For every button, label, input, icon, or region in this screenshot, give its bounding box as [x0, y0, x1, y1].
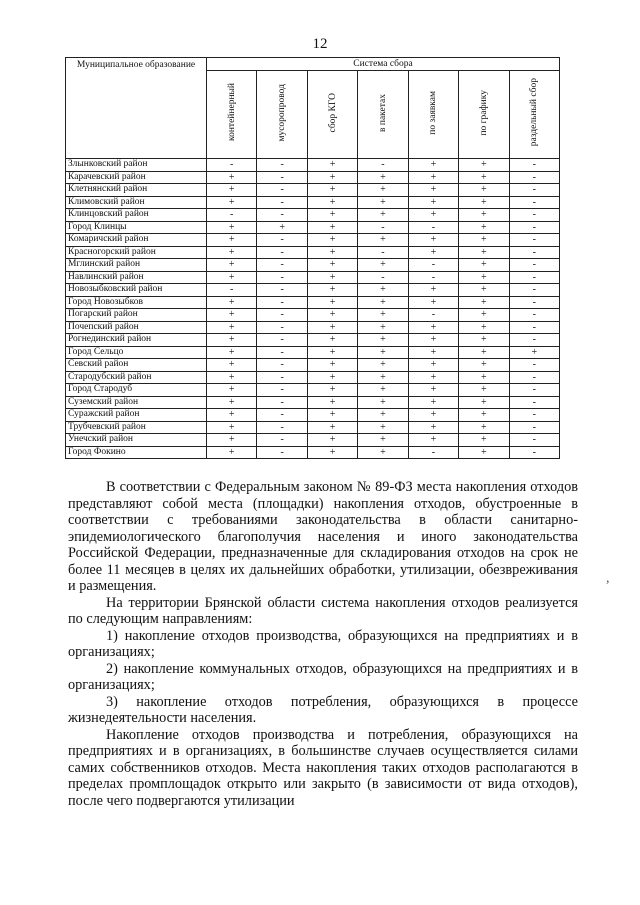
- column-header-separate: раздельный сбор: [509, 71, 559, 159]
- system-header: Система сбора: [207, 58, 560, 71]
- collection-mark: -: [509, 296, 559, 309]
- municipality-name: Трубчевский район: [66, 421, 207, 434]
- collection-mark: +: [358, 409, 408, 422]
- collection-mark: +: [408, 184, 458, 197]
- column-header-on-request: по заявкам: [408, 71, 458, 159]
- collection-mark: +: [408, 284, 458, 297]
- collection-mark: +: [207, 196, 257, 209]
- collection-mark: -: [358, 246, 408, 259]
- collection-mark: +: [207, 234, 257, 247]
- collection-mark: -: [509, 184, 559, 197]
- municipality-name: Красногорский район: [66, 246, 207, 259]
- table-row: [66, 359, 560, 372]
- collection-mark: -: [257, 184, 307, 197]
- waste-collection-table: [65, 57, 560, 459]
- table-row: [66, 209, 560, 222]
- collection-mark: +: [459, 346, 509, 359]
- collection-mark: -: [408, 271, 458, 284]
- page-number: 12: [312, 36, 328, 52]
- municipality-name: Погарский район: [66, 309, 207, 322]
- collection-mark: -: [257, 309, 307, 322]
- table-row: [66, 259, 560, 272]
- collection-mark: +: [358, 309, 408, 322]
- collection-mark: -: [257, 271, 307, 284]
- collection-mark: +: [408, 421, 458, 434]
- collection-mark: +: [307, 221, 357, 234]
- table-row: [66, 234, 560, 247]
- collection-mark: +: [358, 184, 408, 197]
- collection-mark: +: [358, 284, 408, 297]
- collection-mark: -: [509, 284, 559, 297]
- collection-mark: +: [307, 371, 357, 384]
- collection-mark: +: [408, 159, 458, 172]
- municipality-name: Климовский район: [66, 196, 207, 209]
- collection-mark: -: [257, 159, 307, 172]
- collection-mark: +: [459, 321, 509, 334]
- table-row: [66, 434, 560, 447]
- margin-mark: ,: [606, 571, 610, 586]
- list-item-communal-waste: 2) накопление коммунальных отходов, образующихся на предприятиях и в организациях;: [68, 660, 578, 693]
- municipality-name: Мглинский район: [66, 259, 207, 272]
- table-row: [66, 196, 560, 209]
- body-text: [68, 479, 578, 809]
- table-body: [66, 159, 560, 459]
- collection-mark: -: [509, 421, 559, 434]
- collection-mark: -: [509, 271, 559, 284]
- collection-mark: +: [207, 334, 257, 347]
- collection-mark: +: [207, 434, 257, 447]
- collection-mark: +: [358, 196, 408, 209]
- collection-mark: -: [509, 209, 559, 222]
- collection-mark: +: [207, 171, 257, 184]
- column-header-scheduled: по графику: [459, 71, 509, 159]
- collection-mark: -: [257, 284, 307, 297]
- column-header-chute: мусоропровод: [257, 71, 307, 159]
- collection-mark: +: [307, 434, 357, 447]
- municipality-name: Почепский район: [66, 321, 207, 334]
- collection-mark: +: [408, 434, 458, 447]
- collection-mark: +: [459, 284, 509, 297]
- collection-mark: -: [257, 196, 307, 209]
- collection-mark: -: [509, 371, 559, 384]
- collection-mark: -: [509, 259, 559, 272]
- collection-mark: +: [307, 334, 357, 347]
- collection-mark: -: [408, 309, 458, 322]
- collection-mark: +: [307, 234, 357, 247]
- table-row: [66, 409, 560, 422]
- table-row: [66, 171, 560, 184]
- collection-mark: -: [257, 371, 307, 384]
- collection-mark: -: [257, 446, 307, 459]
- collection-mark: +: [358, 321, 408, 334]
- collection-mark: -: [257, 171, 307, 184]
- municipality-name: Город Фокино: [66, 446, 207, 459]
- collection-mark: +: [207, 184, 257, 197]
- collection-mark: -: [257, 209, 307, 222]
- collection-mark: -: [509, 321, 559, 334]
- table-row: [66, 159, 560, 172]
- collection-mark: -: [509, 434, 559, 447]
- collection-mark: +: [207, 371, 257, 384]
- municipality-name: Суражский район: [66, 409, 207, 422]
- collection-mark: +: [509, 346, 559, 359]
- collection-mark: +: [307, 271, 357, 284]
- list-item-consumer-waste: 3) накопление отходов потребления, образующихся в процессе жизнедеятельности населения.: [68, 693, 578, 726]
- collection-mark: -: [257, 384, 307, 397]
- collection-mark: +: [459, 271, 509, 284]
- collection-mark: -: [257, 259, 307, 272]
- collection-mark: +: [307, 159, 357, 172]
- table-row: [66, 446, 560, 459]
- municipality-name: Город Сельцо: [66, 346, 207, 359]
- collection-mark: -: [207, 159, 257, 172]
- collection-mark: +: [358, 296, 408, 309]
- collection-mark: -: [509, 196, 559, 209]
- collection-mark: -: [509, 359, 559, 372]
- collection-mark: +: [358, 371, 408, 384]
- collection-mark: +: [358, 259, 408, 272]
- collection-mark: -: [509, 409, 559, 422]
- collection-mark: -: [257, 321, 307, 334]
- collection-mark: +: [207, 421, 257, 434]
- collection-mark: +: [408, 409, 458, 422]
- collection-mark: +: [358, 334, 408, 347]
- collection-mark: -: [509, 234, 559, 247]
- collection-mark: +: [307, 359, 357, 372]
- collection-mark: -: [509, 334, 559, 347]
- municipality-name: Суземский район: [66, 396, 207, 409]
- collection-mark: -: [509, 384, 559, 397]
- collection-mark: +: [408, 171, 458, 184]
- collection-mark: +: [207, 259, 257, 272]
- collection-mark: -: [207, 284, 257, 297]
- collection-mark: +: [408, 334, 458, 347]
- collection-mark: +: [408, 296, 458, 309]
- collection-mark: +: [207, 409, 257, 422]
- municipality-name: Стародубский район: [66, 371, 207, 384]
- collection-mark: -: [408, 221, 458, 234]
- collection-mark: +: [307, 421, 357, 434]
- collection-mark: -: [509, 221, 559, 234]
- municipality-name: Рогнединский район: [66, 334, 207, 347]
- collection-mark: +: [459, 209, 509, 222]
- column-header-bulky: сбор КГО: [307, 71, 357, 159]
- collection-mark: +: [408, 234, 458, 247]
- collection-mark: +: [408, 346, 458, 359]
- collection-mark: -: [408, 446, 458, 459]
- municipality-header: Муниципальное образование: [66, 58, 207, 159]
- collection-mark: +: [307, 321, 357, 334]
- collection-mark: +: [358, 434, 408, 447]
- municipality-name: Клетнянский район: [66, 184, 207, 197]
- collection-mark: +: [257, 221, 307, 234]
- collection-mark: +: [358, 421, 408, 434]
- collection-mark: +: [207, 384, 257, 397]
- collection-mark: +: [207, 271, 257, 284]
- collection-mark: +: [307, 309, 357, 322]
- collection-mark: +: [459, 184, 509, 197]
- collection-mark: +: [358, 446, 408, 459]
- collection-mark: -: [257, 246, 307, 259]
- collection-mark: +: [408, 246, 458, 259]
- collection-mark: +: [408, 196, 458, 209]
- table-row: [66, 371, 560, 384]
- collection-mark: -: [257, 396, 307, 409]
- collection-mark: -: [509, 159, 559, 172]
- municipality-name: Злынковский район: [66, 159, 207, 172]
- collection-mark: +: [207, 221, 257, 234]
- table-row: [66, 184, 560, 197]
- collection-mark: +: [307, 171, 357, 184]
- municipality-name: Новозыбковский район: [66, 284, 207, 297]
- collection-mark: -: [257, 334, 307, 347]
- municipality-name: Город Клинцы: [66, 221, 207, 234]
- collection-mark: -: [358, 271, 408, 284]
- collection-mark: -: [257, 296, 307, 309]
- collection-mark: -: [509, 446, 559, 459]
- collection-mark: +: [408, 209, 458, 222]
- collection-mark: +: [459, 371, 509, 384]
- collection-mark: +: [207, 309, 257, 322]
- collection-mark: +: [207, 246, 257, 259]
- collection-mark: +: [358, 209, 408, 222]
- collection-mark: +: [459, 446, 509, 459]
- collection-mark: -: [257, 346, 307, 359]
- collection-mark: -: [358, 159, 408, 172]
- municipality-name: Карачевский район: [66, 171, 207, 184]
- table-row: [66, 309, 560, 322]
- collection-mark: +: [459, 434, 509, 447]
- collection-mark: +: [358, 359, 408, 372]
- table-row: [66, 346, 560, 359]
- collection-mark: +: [459, 359, 509, 372]
- collection-mark: -: [509, 396, 559, 409]
- collection-mark: +: [307, 209, 357, 222]
- collection-mark: +: [459, 259, 509, 272]
- collection-mark: +: [207, 296, 257, 309]
- table-row: [66, 321, 560, 334]
- column-header-container: контейнерный: [207, 71, 257, 159]
- municipality-name: Город Новозыбков: [66, 296, 207, 309]
- collection-mark: +: [358, 396, 408, 409]
- table-row: [66, 284, 560, 297]
- table-row: [66, 246, 560, 259]
- collection-mark: +: [207, 446, 257, 459]
- collection-mark: +: [459, 296, 509, 309]
- collection-mark: +: [307, 259, 357, 272]
- collection-mark: +: [358, 384, 408, 397]
- collection-mark: +: [408, 359, 458, 372]
- collection-mark: +: [459, 421, 509, 434]
- collection-mark: +: [408, 371, 458, 384]
- collection-mark: -: [509, 309, 559, 322]
- collection-mark: -: [257, 234, 307, 247]
- municipality-name: Город Стародуб: [66, 384, 207, 397]
- collection-mark: +: [307, 346, 357, 359]
- collection-mark: +: [459, 159, 509, 172]
- collection-mark: +: [408, 384, 458, 397]
- collection-mark: +: [207, 359, 257, 372]
- collection-mark: +: [307, 384, 357, 397]
- municipality-name: Севский район: [66, 359, 207, 372]
- collection-mark: +: [358, 171, 408, 184]
- collection-mark: -: [207, 209, 257, 222]
- table-row: [66, 384, 560, 397]
- collection-mark: +: [459, 246, 509, 259]
- collection-mark: +: [358, 234, 408, 247]
- collection-mark: +: [307, 196, 357, 209]
- paragraph-directions-intro: На территории Брянской области система накопления отходов реализуется по следующим направлениям:: [68, 594, 578, 627]
- table-row: [66, 221, 560, 234]
- table-row: [66, 334, 560, 347]
- collection-mark: +: [207, 346, 257, 359]
- paragraph-accumulation: Накопление отходов производства и потребления, образующихся на предприятиях и в организациях, в большинстве случаев осуществляется силами самих собственников отходов. Места накопления таких отходов располагаются в пределах промплощадок открыто или закрыто (в зависимости от вида отходов), после чего подвергаются утилизации: [68, 726, 578, 809]
- collection-mark: +: [459, 334, 509, 347]
- collection-mark: +: [307, 296, 357, 309]
- collection-mark: +: [207, 396, 257, 409]
- table-row: [66, 296, 560, 309]
- collection-mark: +: [307, 409, 357, 422]
- collection-mark: +: [307, 396, 357, 409]
- municipality-name: Унечский район: [66, 434, 207, 447]
- collection-mark: +: [307, 184, 357, 197]
- collection-mark: -: [257, 409, 307, 422]
- collection-mark: -: [257, 359, 307, 372]
- table-row: [66, 421, 560, 434]
- paragraph-legal-definition: В соответствии с Федеральным законом № 89-ФЗ места накопления отходов представляют собой места (площадки) накопления отходов, обустроенные в соответствии с требованиями законодательства в области санитарно-эпидемиологического благополучия населения и иного законодательства Российской Федерации, предназначенные для складирования отходов на срок не более 11 месяцев в целях их дальнейших обработки, утилизации, обезвреживания и размещения.: [68, 479, 578, 594]
- collection-mark: +: [459, 309, 509, 322]
- collection-mark: +: [459, 196, 509, 209]
- collection-mark: +: [459, 171, 509, 184]
- collection-mark: +: [459, 234, 509, 247]
- column-header-bags: в пакетах: [358, 71, 408, 159]
- collection-mark: -: [509, 171, 559, 184]
- collection-mark: -: [358, 221, 408, 234]
- collection-mark: +: [408, 321, 458, 334]
- collection-mark: -: [257, 434, 307, 447]
- collection-mark: +: [307, 246, 357, 259]
- table-row: [66, 271, 560, 284]
- collection-mark: +: [307, 284, 357, 297]
- list-item-production-waste: 1) накопление отходов производства, образующихся на предприятиях и в организациях;: [68, 627, 578, 660]
- collection-mark: +: [459, 221, 509, 234]
- collection-mark: +: [459, 384, 509, 397]
- collection-mark: +: [358, 346, 408, 359]
- municipality-name: Клинцовский район: [66, 209, 207, 222]
- collection-mark: -: [408, 259, 458, 272]
- collection-mark: +: [459, 396, 509, 409]
- collection-mark: +: [307, 446, 357, 459]
- municipality-name: Навлинский район: [66, 271, 207, 284]
- municipality-name: Комаричский район: [66, 234, 207, 247]
- table-row: [66, 396, 560, 409]
- collection-mark: -: [509, 246, 559, 259]
- collection-mark: +: [207, 321, 257, 334]
- collection-mark: +: [459, 409, 509, 422]
- collection-mark: +: [408, 396, 458, 409]
- collection-mark: -: [257, 421, 307, 434]
